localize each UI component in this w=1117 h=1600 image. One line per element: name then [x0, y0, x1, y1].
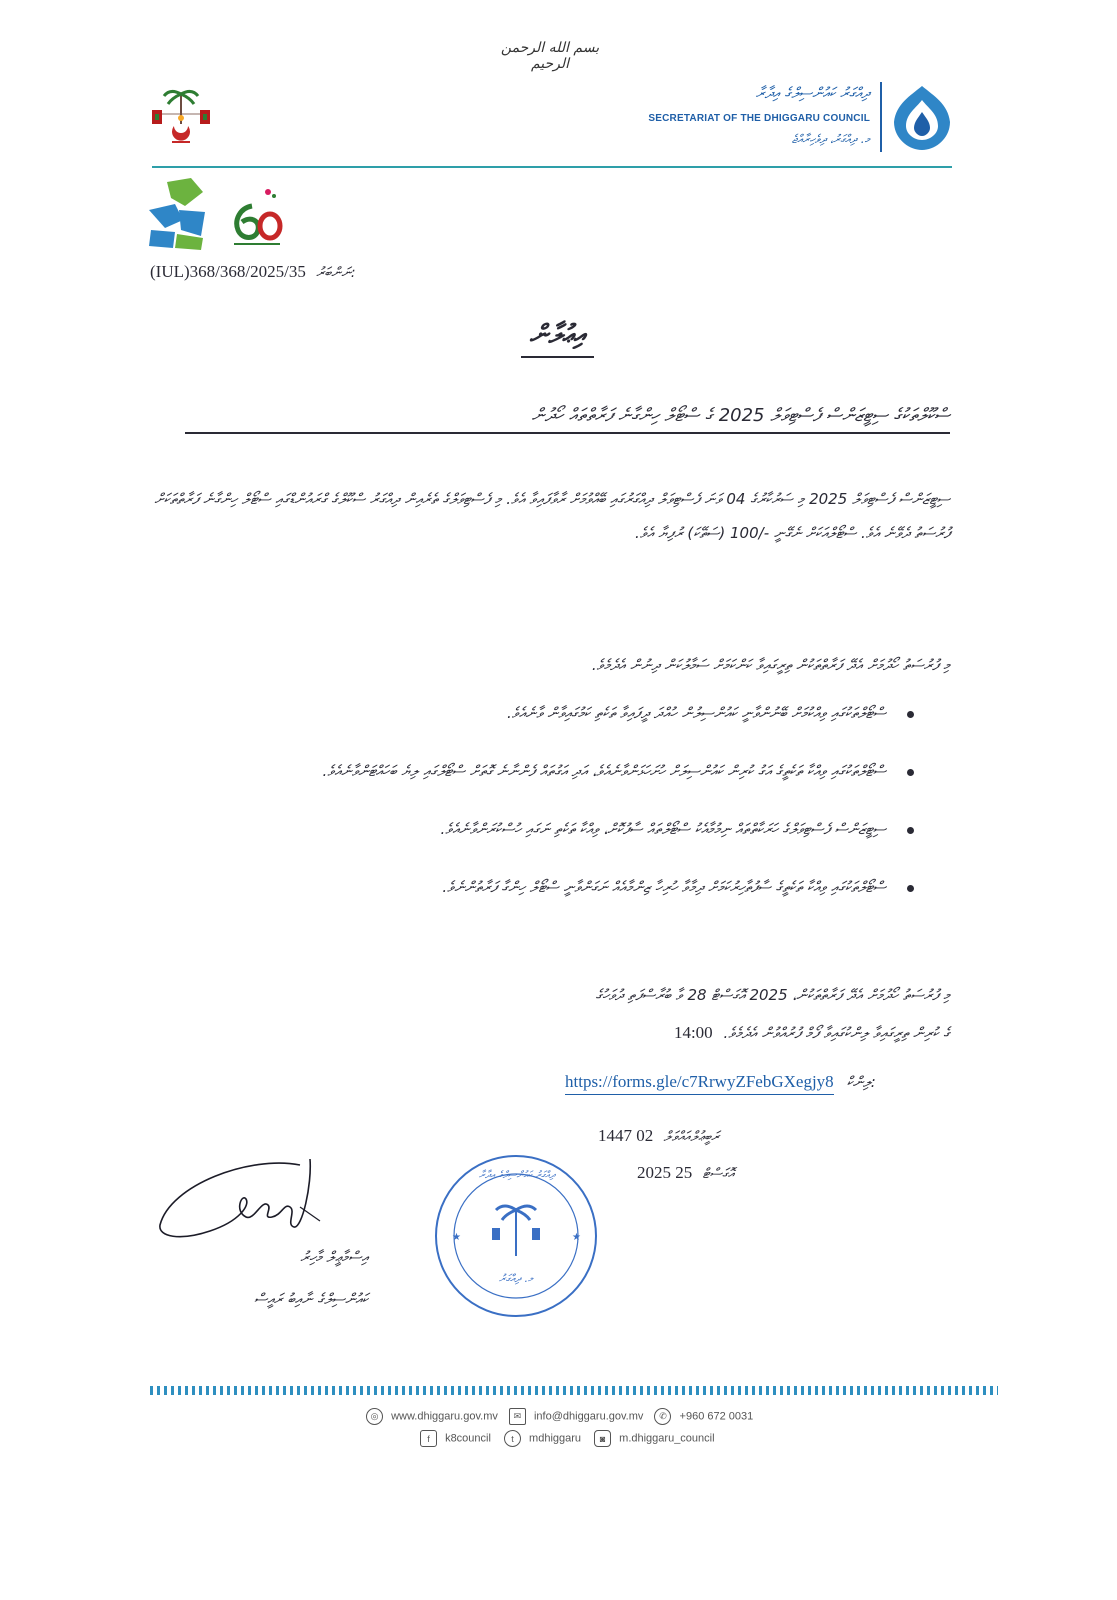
council-name-english: SECRETARIAT OF THE DHIGGARU COUNCIL [648, 113, 870, 124]
hijri-date [598, 1126, 798, 1146]
festival-logo [145, 176, 209, 250]
stamp-text-bottom: މ. ދިއްގަރު [499, 1272, 533, 1285]
footer-email[interactable]: info@dhiggaru.gov.mv [533, 1410, 644, 1423]
gregorian-month: އޮގަސްޓް [702, 1166, 734, 1182]
council-name-dhivehi: ދިއްގަރު ކައުންސިލްގެ އިދާރާ [755, 84, 870, 102]
gregorian-year: 2025 [637, 1163, 671, 1182]
list-item: ސްޓޯލްތަކުގައި ވިއްކާ ތަކެތީގެ އަގު ކުރިން ކައުންސިލަށް ހުށަހަޅަންވާނެއެވެ، އަދި އަގުތައް ފެންނާނެ ގޮތަށް ސްޓޯލްގައި ލިޔެ ބަހައްޓަންވާނެއެވެ. [150, 756, 920, 786]
bismillah: بسم الله الرحمن الرحيم [500, 40, 600, 72]
twitter-icon: t [504, 1430, 521, 1447]
national-emblem [150, 84, 212, 152]
list-item: ސްޓޯލްތަކުގައި ވިއްކާ ތަކެތީގެ ސާފުތާހިރުކަމަށް ދިމާވާ ހުރިހާ ޒިންމާއެއް ނަގަންވާނީ ސްޓޯލް ހިންގާ ފަރާތުންނެވެ. [150, 872, 920, 902]
closing-line-1: މި ފުރުސަތު ހޯދުމަށް އެދޭ ފަރާތްތަކުން، 2025 އޮގަސްޓް 28 ވާ ބުރާސްފަތި ދުވަހުގެ [595, 986, 950, 1004]
conditions-list [150, 698, 920, 930]
footer-dotted-border [150, 1386, 998, 1395]
header-vertical-rule [880, 82, 882, 152]
document-title [420, 320, 695, 351]
subject-line: ސްކޫލްތަކުގެ ސިޓީޒަންސް ފެސްޓިވަލް 2025 ގެ ސްޓޯލް ހިންގާނެ ފަރާތްތައް ހޯދުން [185, 405, 950, 434]
footer-instagram[interactable]: m.dhiggaru_council [619, 1432, 715, 1445]
stamp-text-top: ދިއްގަރު ކައުންސިލްގެ އިދާރާ [478, 1170, 556, 1181]
footer-phone[interactable]: +960 672 0031 [679, 1410, 754, 1423]
list-item: ސިޓީޒަންސް ފެސްޓިވަލްގެ ހަރަކާތްތައް ނިމުމާއެކު ސްޓޯލްތައް ސާފުކޮށް، ވިއްކާ ތަކެތި ނަގައި ހުސްކުރަންވާނެއެވެ. [150, 814, 920, 844]
council-address: މ. ދިއްގަރު، ދިވެހިރާއްޖެ [791, 132, 870, 146]
reference-label: ނަންބަރު: [316, 265, 356, 281]
footer-website[interactable]: www.dhiggaru.gov.mv [391, 1410, 498, 1423]
gregorian-date [637, 1163, 817, 1183]
signatory-name: އިސްމާޢީލް މާހިރު [300, 1248, 368, 1266]
phone-icon: ✆ [654, 1408, 671, 1425]
body-intro: މި ފުރުސަތު ހޯދުމަށް އެދޭ ފަރާތްތަކުން ތިރީގައިވާ ކަންކަމަށް ސަމާލުކަން ދިނުން އެދެމެވެ. [591, 656, 950, 674]
hijri-month: ރަބީޢުލްއައްވަލް [663, 1129, 720, 1145]
council-logo [888, 82, 956, 154]
deadline-time: 14:00 [673, 1023, 713, 1042]
list-item: ސްޓޯލްތަކުގައި ވިއްކުމަށް ބޭނުންވާނީ ކައުންސިލުން ހުއްދަ ދީފައިވާ ތަކެތި ކަމުގައިވާން ވާނެއެވެ. [150, 698, 920, 728]
header-divider [152, 166, 952, 168]
document-title-text: އިޢުލާން [521, 320, 593, 358]
footer-contact-row [366, 1408, 806, 1425]
hijri-year: 1447 [598, 1126, 632, 1145]
svg-text:★: ★ [452, 1232, 461, 1243]
hijri-day: 02 [636, 1126, 654, 1145]
body-paragraph: ސިޓީޒަންސް ފެސްޓިވަލް 2025 މި ސަރުކާރުގެ 04 ވަނަ ފެސްޓިވަލް ދިއްގަރުގައި ބޭއްވުމަށް ރާވާފައިވާ އެވެ. މި ފެސްޓިވަލްގެ ތެރެއިން ދިއްގަރު ސްކޫލްގެ ގްރައުންޑްގައި ސްޓޯލް ހިންގާނެ ފަރާތްތަކަށް ފުރުސަތު ދެވޭނެ އެވެ. ސްޓޯލްއަކަށް ނެގޭނީ -/100 (ސަތޭކަ) ރުފިޔާ އެވެ. [154, 490, 950, 542]
reference-number-row [150, 262, 420, 282]
facebook-icon: f [420, 1430, 437, 1447]
reference-number: (IUL)368/368/2025/35 [150, 262, 306, 281]
mail-icon: ✉ [509, 1408, 526, 1425]
signatory-role: ކައުންސިލްގެ ނާއިބު ރައީސް [254, 1290, 368, 1308]
form-link[interactable]: https://forms.gle/c7RrwyZFebGXegjy8 [565, 1072, 834, 1095]
closing-line-2 [150, 1016, 950, 1050]
footer-social-row [420, 1430, 760, 1447]
form-link-label: ލިންކް: [846, 1073, 876, 1091]
footer-facebook[interactable]: k8council [445, 1432, 491, 1445]
anniversary-60-logo [228, 184, 286, 248]
signature [150, 1145, 330, 1245]
globe-icon: ◎ [366, 1408, 383, 1425]
gregorian-day: 25 [675, 1163, 693, 1182]
instagram-icon: ◙ [594, 1430, 611, 1447]
closing-text: ގެ ކުރިން ތިރީގައިވާ ލިންކުގައިވާ ފޯމް ފުރުއްވުން އެދެމެވެ. [723, 1024, 950, 1042]
footer-twitter[interactable]: mdhiggaru [529, 1432, 582, 1445]
svg-text:★: ★ [572, 1232, 581, 1243]
form-link-row [565, 1072, 950, 1092]
